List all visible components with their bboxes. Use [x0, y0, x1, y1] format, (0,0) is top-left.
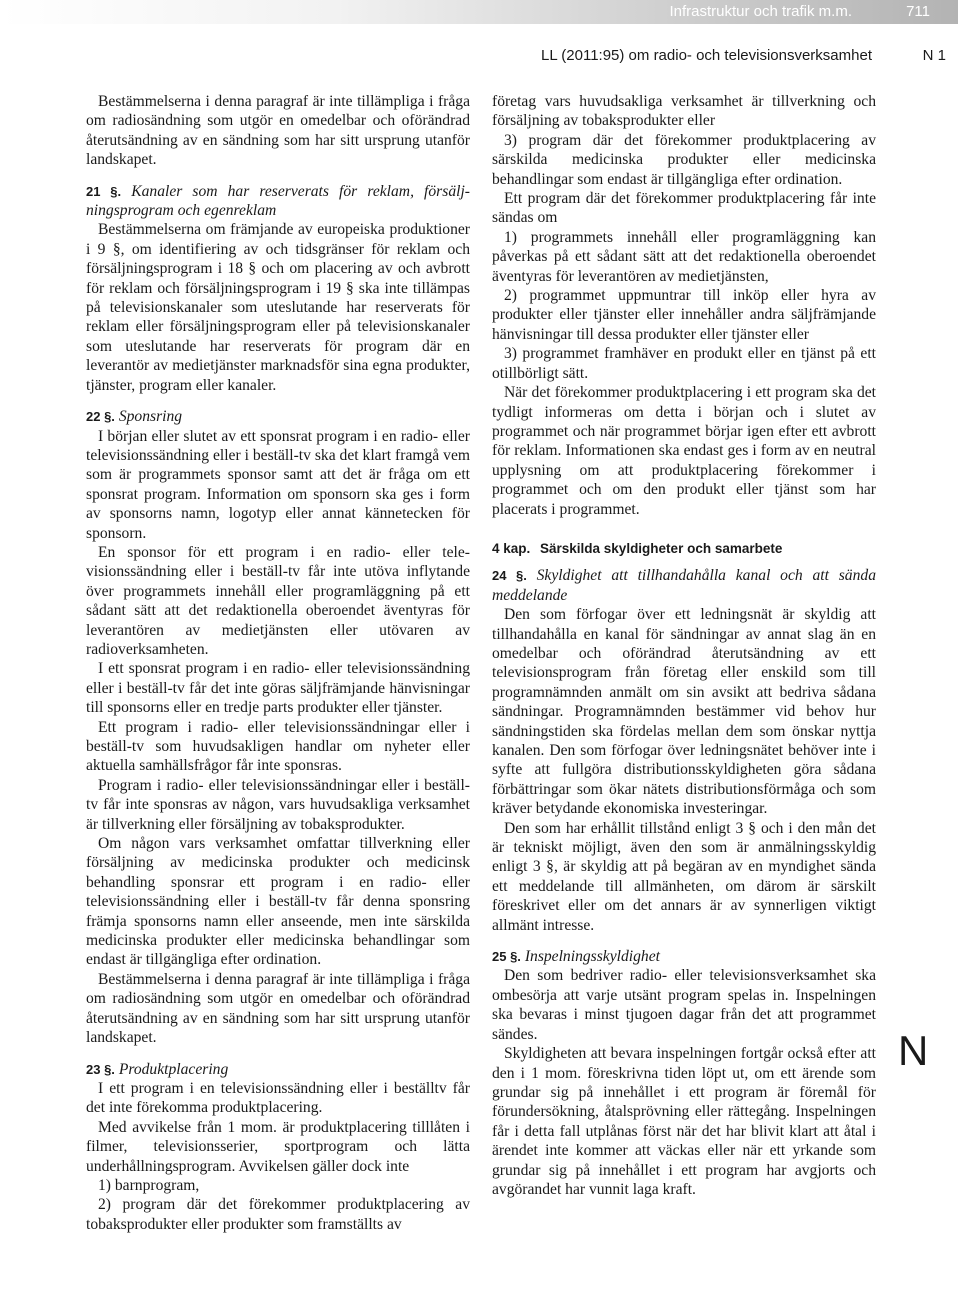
section-number: 21 §.: [86, 183, 122, 199]
section-heading: [86, 182, 470, 221]
section-title: Kanaler som har reserverats för reklam, försäljningsprogram och egenreklam: [86, 182, 470, 220]
section-25: [492, 947, 876, 1199]
section-24: [492, 566, 876, 935]
list-item: 3) program där det förekommer produktplacering av särskilda medicinska produkter eller medicinska behandlingar som endast är tillgängliga efter ordination.: [492, 131, 876, 188]
paragraph: En sponsor för ett program i en radio- eller televisionssändning eller i beställ-tv får inte utöva inflytande över programmets innehåll eller programläggning på ett sådant sätt att det redaktionella oberoendet äventyras för leverantören av medietjänsten eller utövaren av radioverksamheten.: [86, 543, 470, 658]
section-number: 25 §.: [492, 949, 521, 965]
section-number: 22 §.: [86, 409, 115, 425]
section-title: Sponsring: [118, 408, 183, 426]
paragraph: Den som bedriver radio- eller televisionsverksamhet ska ombesörja att varje utsänt program spelas in. Inspelningen ska bevaras i minst tjugoen dagar från det att programmet sändes.: [492, 967, 876, 1043]
section-heading: [492, 947, 876, 966]
paragraph: Ett program där det förekommer produktplacering får inte sändas om: [492, 190, 876, 227]
paragraph: Med avvikelse från 1 mom. är produktplacering tilllåten i filmer, televisionsserier, sportprogram och lätta underhållningsprogram. Avvikelsen gäller dock inte: [86, 1118, 470, 1175]
paragraph: Bestämmelserna i denna paragraf är inte tillämpliga i fråga om radiosändning som utgör en omedelbar och oförändrad återutsändning av en sändning som har sitt ursprung utanför landskapet.: [86, 93, 470, 169]
paragraph: Ett program i radio- eller televisionssändningar eller i beställ-tv som huvudsakligen handlar om nyheter eller aktuella samhällsfrågor får inte sponsras.: [86, 718, 470, 775]
list-item: 1) barnprogram,: [98, 1176, 200, 1194]
law-title: LL (2011:95) om radio- och televisionsverksamhet: [541, 47, 872, 64]
paragraph: Bestämmelserna i denna paragraf är inte tillämpliga i fråga om radiosändning som utgör en omedelbar och oförändrad återutsändning av en sändning som har sitt ursprung utanför landskapet.: [86, 970, 470, 1047]
section-21: [86, 182, 470, 395]
list-item: 1) programmets innehåll eller programläggning kan påverkas på ett sådant sätt att det redaktionella oberoendet äventyras för leverantören av medietjänsten,: [492, 228, 876, 285]
header-section-title: Infrastruktur och trafik m.m.: [669, 3, 852, 20]
section-title: Skyldighet att tillhandahålla kanal och att sända meddelande: [492, 567, 876, 604]
paragraph: Om någon vars verksamhet omfattar tillverkning eller försäljning av medicinska produkter och medicinsk behandling sponsrar ett program i en radio- eller televisionssändning eller i beställ-tv får denna sponsring främja sponsorns namn eller anseende, men inte särskilda medicinska produkter eller medicinska behandlingar som endast är tillgängliga efter ordination.: [86, 835, 470, 969]
list-item: 2) programmet uppmuntrar till inköp eller hyra av produkter eller tjänster eller innehåller andra säljfrämjande hänvisningar till dessa produkter eller tjänster eller: [492, 287, 876, 343]
page-number: 711: [906, 3, 930, 20]
section-22: [86, 407, 470, 1047]
section-title: Produktplacering: [118, 1060, 229, 1078]
paragraph: Bestämmelserna om främjande av europeiska produktioner i 9 §, om identifiering av och tidsgränser för reklam och försäljningsprogram i 18 § och om placering av och avbrott för reklam och försäljningsprogram i 19 § ska inte tillämpas på televisionskanaler som uteslutande har reserverats för reklam eller försäljningsprogram eller på televisionskanaler som uteslutande har reserverats för program där en leverantör av medietjänster marknadsför sina egna produkter, tjänster, program eller kanaler.: [86, 221, 470, 394]
paragraph: I ett program i en televisionssändning eller i beställtv får det inte förekomma produktplacering.: [86, 1079, 470, 1117]
section-heading: [86, 1060, 470, 1079]
chapter-heading: [492, 539, 876, 558]
paragraph: företag vars huvudsakliga verksamhet är tillverkning och försäljning av tobaksprodukter eller: [492, 93, 876, 130]
section-title: Inspelningsskyldighet: [524, 948, 660, 966]
section-23: [86, 1060, 470, 1235]
list-item: 3) programmet framhäver en produkt eller en tjänst på ett otillbörligt sätt.: [492, 345, 876, 382]
margin-tab-letter: N: [898, 1027, 929, 1074]
section-heading: [86, 407, 470, 426]
section-number: 24 §.: [492, 568, 527, 584]
tab-label: N 1: [922, 47, 946, 64]
paragraph: Skyldigheten att bevara inspelningen fortgår också efter att den i 1 mom. föreskrivna tiden löpt ut, om ett ärende som grundar sig på innehållet i ett program är föremål för förundersökning, åtalsprövning eller rättegång. Inspelningen får i detta fall utplånas först när det har blivit klart att åtal i ärendet inte kommer att väckas eller när ett yrkande som grundar sig på innehållet i ett program har avgjorts och avgörandet har vunnit laga kraft.: [492, 1045, 876, 1198]
paragraph: Den som förfogar över ett ledningsnät är skyldig att tillhandahålla en kanal för sändningar av annat slag än en omedelbar och oförändrad återutsändning av ett televisionsprogram från företag eller enskild som till programnämnden anmält om sin avsikt att bedriva sådana sändningar. Programnämnden bestämmer vid behov hur sändningstiden ska fördelas mellan dem som önskar nyttja kanalen. Den som förfogar över ledningsnätet behöver inte i syfte att fullgöra distributionsskyldigheten göra sådana förbättringar som ökar nätets distributionsförmåga och som kräver betydande ekonomiska investeringar.: [492, 606, 876, 818]
chapter-number: 4 kap.: [492, 540, 531, 556]
section-number: 23 §.: [86, 1061, 115, 1077]
section-heading: [492, 566, 876, 605]
paragraph: I början eller slutet av ett sponsrat program i en radio- eller televisionssändning eller i beställ-tv ska det klart framgå vem som är programmets sponsor samt att det är fråga om ett sponsrat program. Information om sponsorn ska ges i form av sponsorns namn, logotyp eller annat kännetecken för sponsorn.: [86, 427, 470, 542]
chapter-title: Särskilda skyldigheter och samarbete: [540, 540, 783, 556]
paragraph: I ett sponsrat program i en radio- eller televisionssändning eller i beställ-tv får det inte göras säljfrämjande hänvisningar till sponsorns eller en tredje parts produkter eller tjänster.: [86, 660, 470, 717]
list-item: 2) program där det förekommer produktplacering av tobaksprodukter eller produkter som framställts av: [86, 1196, 470, 1233]
paragraph: När det förekommer produktplacering i ett program ska det tydligt informeras om detta i början och i slutet av programmet och när programmet börjar igen efter ett avbrott för reklam. Informationen ska endast ges i form av en neutral upplysning om att produktplacering förekommer i programmet och om den produkt eller tjänst som har placerats i programmet.: [492, 384, 876, 518]
left-column: [86, 92, 470, 1234]
paragraph: Program i radio- eller televisionssändningar eller i beställ-tv får inte sponsras av någon, vars huvudsakliga verksamhet är tillverkning eller försäljning av tobaksprodukter.: [86, 776, 470, 833]
paragraph: Den som har erhållit tillstånd enligt 3 § och i den mån det är tekniskt möjligt, även den som är anmälningsskyldig enligt 3 §, är skyldig att på begäran av en myndighet sända ett meddelande till allmänheten, om därom är särskilt föreskrivet eller om det annars är av synnerligen viktigt allmänt intresse.: [492, 819, 876, 934]
top-header-bar: [0, 0, 960, 27]
right-column: [492, 92, 876, 1199]
